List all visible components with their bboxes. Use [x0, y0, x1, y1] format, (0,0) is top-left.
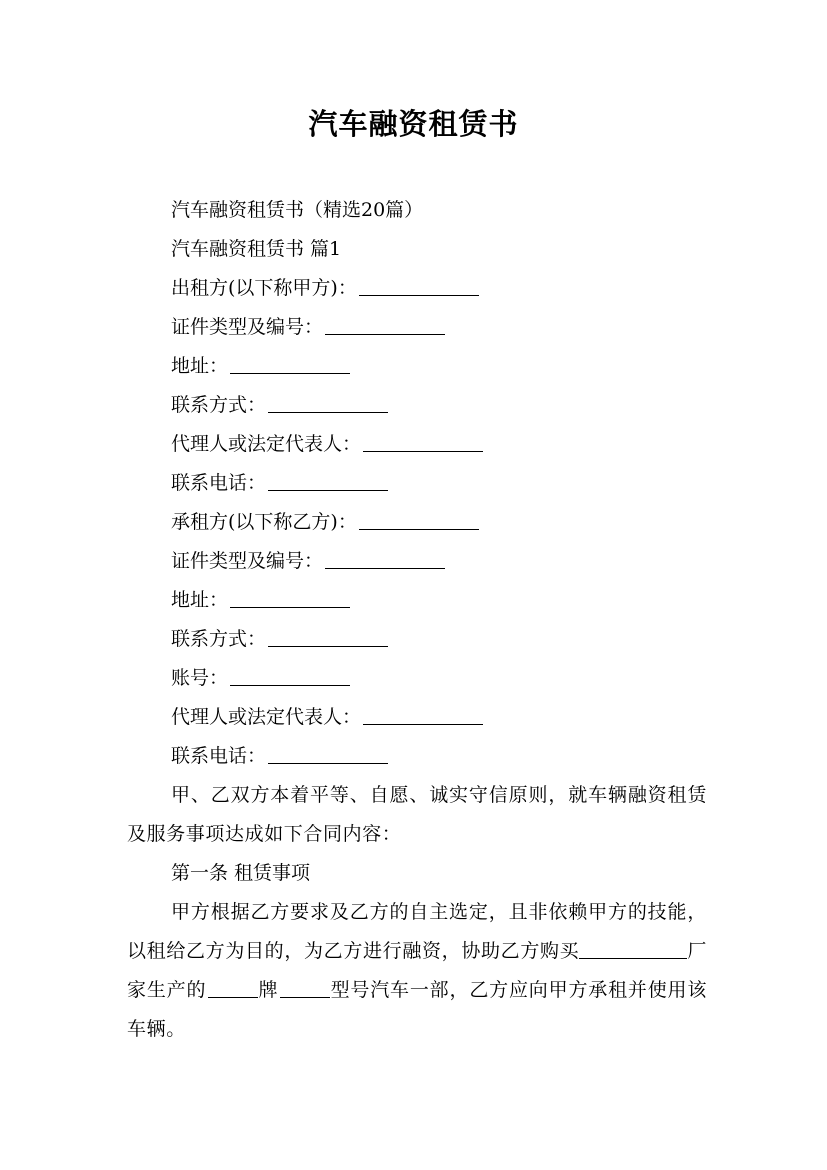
field-lessor — [127, 269, 707, 308]
paragraph-text: 甲方根据乙方要求及乙方的自主选定，且非依赖甲方的技能，以租给乙方为目的，为乙方进行融资，协助乙方购买 — [127, 901, 707, 962]
field-lessee-phone — [127, 737, 707, 776]
blank-underline — [268, 466, 388, 491]
field-label: 承租方(以下称乙方)： — [171, 511, 357, 533]
article-paragraph — [127, 893, 707, 1049]
subtitle-line: 汽车融资租赁书（精选20篇） — [171, 199, 424, 221]
blank-underline — [325, 310, 445, 335]
document-body — [127, 191, 707, 1049]
blank-underline — [359, 505, 479, 530]
paragraph-text: 厂家生产的 — [127, 940, 707, 1001]
paragraph-text: 牌 — [258, 979, 279, 1001]
blank-underline — [268, 622, 388, 647]
field-label: 代理人或法定代表人： — [171, 433, 362, 455]
section-line: 汽车融资租赁书 篇1 — [171, 238, 342, 260]
field-label: 联系方式： — [171, 394, 267, 416]
field-lessor-phone — [127, 464, 707, 503]
field-label: 地址： — [171, 589, 229, 611]
intro-paragraph: 甲、乙双方本着平等、自愿、诚实守信原则，就车辆融资租赁及服务事项达成如下合同内容： — [127, 784, 707, 845]
paragraph-text: 型号汽车一部，乙方应向甲方承租并使用该车辆。 — [127, 979, 707, 1040]
field-lessee-agent — [127, 698, 707, 737]
field-lessor-agent — [127, 425, 707, 464]
field-lessee — [127, 503, 707, 542]
blank-underline — [359, 271, 479, 296]
blank-underline — [268, 388, 388, 413]
article-heading: 第一条 租赁事项 — [171, 862, 311, 884]
field-label: 地址： — [171, 355, 229, 377]
field-label: 账号： — [171, 667, 229, 689]
blank-underline — [579, 934, 687, 959]
field-lessor-address — [127, 347, 707, 386]
blank-underline — [230, 349, 350, 374]
field-lessee-address — [127, 581, 707, 620]
field-lessor-contact — [127, 386, 707, 425]
blank-underline — [208, 973, 258, 998]
blank-underline — [268, 739, 388, 764]
field-label: 出租方(以下称甲方)： — [171, 277, 357, 299]
blank-underline — [230, 583, 350, 608]
field-lessor-id — [127, 308, 707, 347]
field-label: 证件类型及编号： — [171, 316, 324, 338]
field-label: 联系电话： — [171, 745, 267, 767]
document-title: 汽车融资租赁书 — [308, 107, 519, 141]
blank-underline — [325, 544, 445, 569]
blank-underline — [363, 700, 483, 725]
field-label: 联系电话： — [171, 472, 267, 494]
blank-underline — [280, 973, 330, 998]
blank-underline — [230, 661, 350, 686]
field-label: 联系方式： — [171, 628, 267, 650]
field-label: 代理人或法定代表人： — [171, 706, 362, 728]
field-label: 证件类型及编号： — [171, 550, 324, 572]
blank-underline — [363, 427, 483, 452]
field-lessee-contact — [127, 620, 707, 659]
field-lessee-account — [127, 659, 707, 698]
field-lessee-id — [127, 542, 707, 581]
